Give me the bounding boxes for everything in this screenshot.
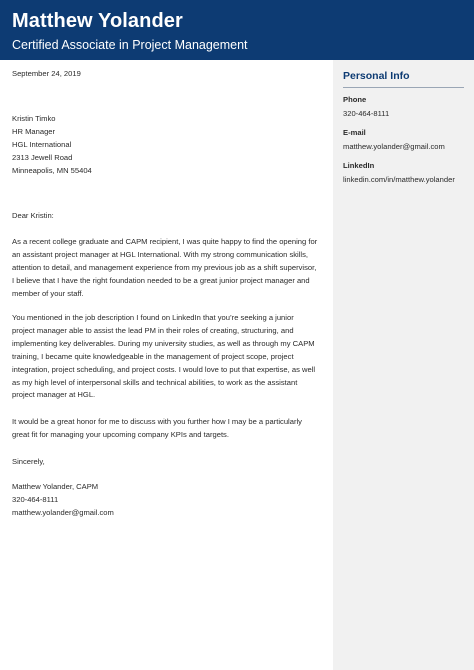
recipient-city: Minneapolis, MN 55404 — [12, 165, 92, 175]
phone-value: 320-464-8111 — [343, 109, 390, 118]
paragraph-line: an assistant project manager at HGL International. With my strong communication skills, — [12, 249, 309, 259]
paragraph-intro — [12, 236, 324, 301]
paragraph-closing — [12, 416, 324, 442]
sidebar-heading: Personal Info — [343, 69, 464, 88]
paragraph-line: I believe that I have the right foundation needed to be a great junior project manager and — [12, 275, 310, 285]
personal-info-sidebar — [333, 60, 474, 670]
email-value: matthew.yolander@gmail.com — [343, 142, 445, 151]
paragraph-line: training, I became quite knowledgeable in the management of project scope, project — [12, 351, 294, 361]
paragraph-line: integration, project scheduling, and project costs. I would love to put that expertise, as well — [12, 364, 316, 374]
linkedin-value: linkedin.com/in/matthew.yolander — [343, 175, 455, 184]
paragraph-line: project manager able to assist the lead PM in their roles of creating, structuring, and — [12, 325, 294, 335]
recipient-street: 2313 Jewell Road — [12, 152, 73, 162]
applicant-name: Matthew Yolander — [12, 10, 183, 32]
paragraph-line: as my high level of interpersonal skills and technical abilities, to work as the assistant — [12, 377, 298, 387]
applicant-title: Certified Associate in Project Management — [12, 38, 248, 52]
signature-block — [12, 481, 114, 520]
paragraph-experience — [12, 312, 324, 402]
recipient-company: HGL International — [12, 139, 72, 149]
paragraph-line: It would be a great honor for me to discuss with you further how I may be a particularly — [12, 417, 302, 426]
paragraph-line: attention to detail, and management experience from my previous job as a shift supervisor, — [12, 262, 317, 272]
paragraph-line: You mentioned in the job description I found on LinkedIn that you’re seeking a junior — [12, 313, 294, 322]
signature-phone: 320-464-8111 — [12, 494, 59, 504]
resume-header — [0, 0, 474, 60]
recipient-block — [12, 113, 92, 178]
signature-email: matthew.yolander@gmail.com — [12, 507, 114, 517]
recipient-name: Kristin Timko — [12, 114, 56, 123]
salutation: Dear Kristin: — [12, 211, 54, 220]
paragraph-line: implementing key deliverables. During my university studies, as well as through my CAPM — [12, 338, 315, 348]
complimentary-close: Sincerely, — [12, 457, 45, 466]
linkedin-label: LinkedIn — [343, 161, 375, 170]
recipient-role: HR Manager — [12, 126, 56, 136]
signature-name: Matthew Yolander, CAPM — [12, 482, 99, 491]
phone-label: Phone — [343, 95, 367, 104]
paragraph-line: As a recent college graduate and CAPM recipient, I was quite happy to find the opening for — [12, 237, 318, 246]
paragraph-line: great fit for managing your upcoming company KPIs and targets. — [12, 429, 229, 439]
email-label: E-mail — [343, 128, 366, 137]
letter-date: September 24, 2019 — [12, 69, 81, 78]
paragraph-line: project manager at HGL. — [12, 390, 96, 400]
paragraph-line: member of your staff. — [12, 288, 84, 298]
